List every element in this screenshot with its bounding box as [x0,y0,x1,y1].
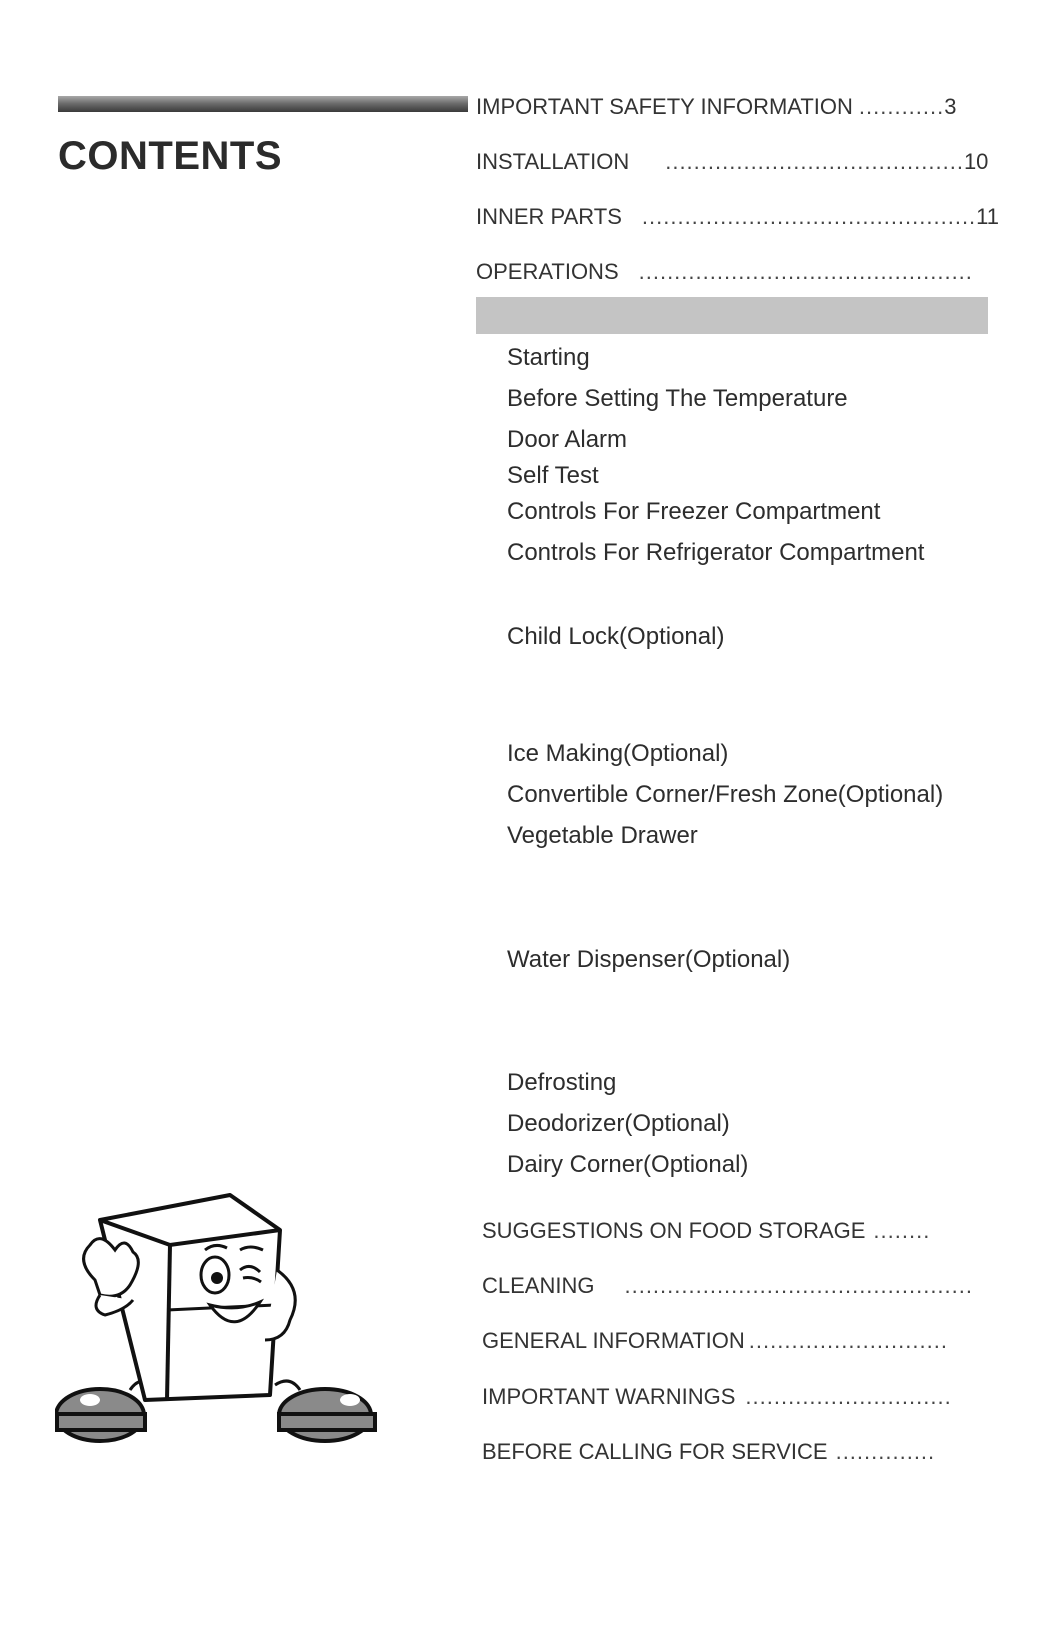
toc-entry-before-calling-service[interactable] [482,1439,935,1465]
toc-dots: ............................................... [638,259,973,284]
toc-dots: ................................................. [624,1273,973,1298]
toc-label: INNER PARTS [476,204,622,229]
toc-label: CLEANING [482,1273,595,1298]
toc-subitem-ice-making[interactable]: Ice Making(Optional) [507,740,729,767]
toc-page: 11 [976,204,1000,229]
toc-subitem-vegetable-drawer[interactable]: Vegetable Drawer [507,822,698,849]
toc-subitem-before-setting-temperature[interactable]: Before Setting The Temperature [507,385,848,412]
toc-entry-cleaning[interactable] [482,1273,973,1299]
toc-dots: ............................ [748,1328,948,1353]
toc-dots: ............................................... [641,204,977,229]
toc-dots: .............. [835,1439,936,1464]
toc-entry-inner-parts[interactable] [476,204,999,230]
toc-dots: ............ [858,94,945,119]
toc-subitem-freezer-controls[interactable]: Controls For Freezer Compartment [507,498,881,525]
toc-subitem-water-dispenser[interactable]: Water Dispenser(Optional) [507,946,791,973]
toc-subitem-dairy-corner[interactable]: Dairy Corner(Optional) [507,1151,749,1178]
toc-subitem-deodorizer[interactable]: Deodorizer(Optional) [507,1110,730,1137]
toc-entry-safety[interactable] [476,94,957,120]
refrigerator-mascot-icon [55,1190,385,1450]
toc-dots: ............................. [745,1384,952,1409]
header-rule [58,96,468,112]
toc-label: GENERAL INFORMATION [482,1328,745,1353]
toc-dots: .......................................... [665,149,964,174]
toc-subitem-refrigerator-controls[interactable]: Controls For Refrigerator Compartment [507,539,925,566]
toc-label: OPERATIONS [476,259,619,284]
toc-page: 10 [963,149,989,174]
toc-label: SUGGESTIONS ON FOOD STORAGE [482,1218,866,1243]
page-title: CONTENTS [58,134,282,178]
toc-entry-operations[interactable] [476,259,973,285]
toc-label: IMPORTANT SAFETY INFORMATION [476,94,853,119]
toc-subitem-starting[interactable]: Starting [507,344,590,371]
toc-entry-general-information[interactable] [482,1328,948,1354]
operations-header-bar [476,297,988,334]
toc-subitem-self-test[interactable]: Self Test [507,462,599,489]
toc-subitem-child-lock[interactable]: Child Lock(Optional) [507,623,725,650]
toc-label: BEFORE CALLING FOR SERVICE [482,1439,828,1464]
toc-subitem-door-alarm[interactable]: Door Alarm [507,426,628,453]
toc-entry-food-storage[interactable] [482,1218,930,1244]
toc-label: INSTALLATION [476,149,630,174]
toc-entry-important-warnings[interactable] [482,1384,952,1410]
toc-entry-installation[interactable] [476,149,988,175]
toc-subitem-convertible-corner[interactable]: Convertible Corner/Fresh Zone(Optional) [507,781,944,808]
toc-label: IMPORTANT WARNINGS [482,1384,736,1409]
toc-subitem-defrosting[interactable]: Defrosting [507,1069,617,1096]
toc-dots: ........ [873,1218,931,1243]
toc-page: 3 [944,94,957,119]
